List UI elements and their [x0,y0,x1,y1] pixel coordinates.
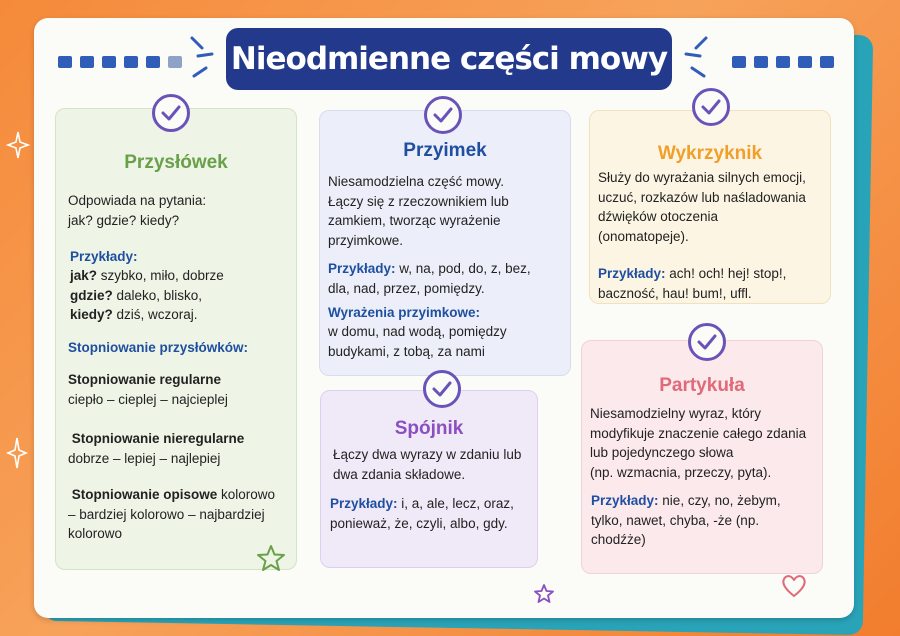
card-partykula [581,340,823,574]
sparkle-lines-icon [684,32,712,84]
sparkle-icon [6,436,28,470]
star-icon [256,544,286,572]
card-przyslowek [55,108,297,570]
heart-icon [780,572,808,598]
regular-degree: Stopniowanie regularne ciepło – cieplej – najcieplej [68,372,228,407]
card-wykrzyknik [589,110,831,304]
card-przyimek [319,110,571,376]
star-icon [534,584,554,604]
intro-text: Odpowiada na pytania: jak? gdzie? kiedy? [68,193,207,228]
card-title: Przyimek [403,140,487,161]
page-title: Nieodmienne części mowy [226,28,672,90]
card-title: Spójnik [394,418,464,439]
left-dash-decoration [58,56,182,68]
description: Służy do wyrażania silnych emocji, uczuć, rozkazów lub naśladowania dźwięków otoczenia (onomatopeje). [598,170,806,244]
phrases-label: Wyrażenia przyimkowe: [328,305,481,320]
sparkle-icon [6,130,30,160]
degree-label: Stopniowanie przysłówków: [68,340,249,355]
checkmark-icon [424,96,462,134]
examples-list: jak? szybko, miło, dobrze gdzie? daleko, blisko, kiedy? dziś, wczoraj. [70,268,224,322]
checkmark-icon [152,94,190,132]
examples: Przykłady: w, na, pod, do, z, bez, dla, nad, przez, pomiędzy. [328,261,531,296]
descriptive-degree: Stopniowanie opisowe kolorowo – bardziej kolorowo – najbardziej kolorowo [68,487,276,541]
checkmark-icon [692,88,730,126]
description: Niesamodzielny wyraz, który modyfikuje znaczenie całego zdania lub pojedynczego słowa (np. wzmacnia, przeczy, pyta). [590,406,807,480]
right-dash-decoration [732,56,834,68]
description: Łączy dwa wyrazy w zdaniu lub dwa zdania składowe. [333,447,522,482]
description: Niesamodzielna część mowy. Łączy się z rzeczownikiem lub zamkiem, tworząc wyrażenie przyimkowe. [328,174,509,248]
checkmark-icon [688,323,726,361]
phrases: w domu, nad wodą, pomiędzy budykami, z tobą, za nami [328,324,507,359]
sparkle-lines-icon [188,32,216,84]
examples-label: Przykłady: [70,249,138,264]
card-title: Przysłówek [124,152,228,173]
card-title: Wykrzyknik [657,143,763,164]
examples: Przykłady: i, a, ale, lecz, oraz, ponieważ, że, czyli, albo, gdy. [330,496,514,531]
irregular-degree: Stopniowanie nieregularne dobrze – lepiej – najlepiej [68,431,245,466]
examples: Przykłady: ach! och! hej! stop!, baczność, hau! bum!, uffl. [598,266,787,301]
examples: Przykłady: nie, czy, no, żebym, tylko, nawet, chyba, -że (np. chodźże) [591,493,781,547]
card-spojnik [320,390,538,568]
checkmark-icon [423,370,461,408]
card-title: Partykuła [659,375,745,396]
